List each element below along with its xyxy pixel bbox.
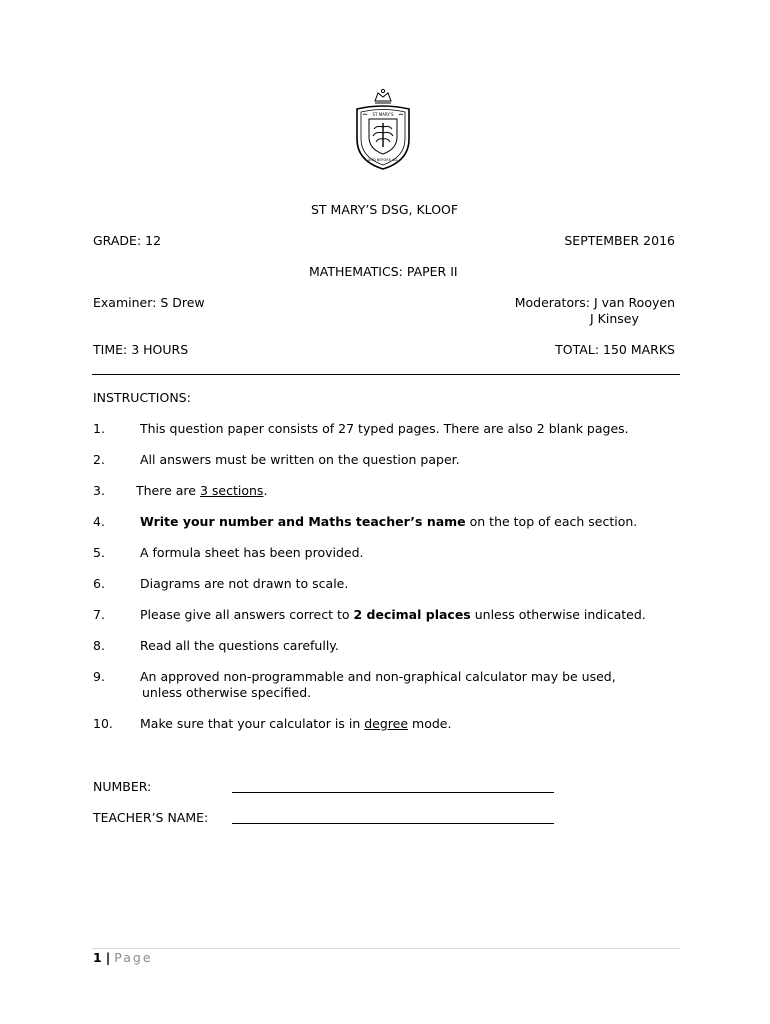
instruction-text-part: There are: [136, 483, 200, 498]
instruction-number: 7.: [93, 607, 105, 622]
teacher-name-label: TEACHER’S NAME:: [93, 810, 209, 825]
number-fill-line[interactable]: [232, 792, 554, 793]
instruction-text: An approved non-programmable and non-graphical calculator may be used,: [140, 669, 616, 684]
examiner: Examiner: S Drew: [93, 295, 205, 310]
moderators-line-2: J Kinsey: [590, 311, 639, 326]
instruction-number: 6.: [93, 576, 105, 591]
instruction-underlined: 3 sections: [199, 483, 264, 498]
instruction-text: A formula sheet has been provided.: [140, 545, 364, 560]
page-number: 1: [93, 950, 102, 965]
footer-divider: [92, 948, 680, 949]
instruction-number: 1.: [93, 421, 105, 436]
teacher-name-fill-line[interactable]: [232, 823, 554, 824]
instruction-text: Read all the questions carefully.: [140, 638, 339, 653]
exam-date: SEPTEMBER 2016: [564, 233, 675, 248]
instruction-number: 8.: [93, 638, 105, 653]
header-divider: [92, 374, 680, 375]
school-crest-logo: [349, 87, 417, 173]
instruction-text-continued: unless otherwise specified.: [142, 685, 312, 700]
crest-motto-top: ST MARY'S: [372, 112, 394, 117]
school-name: ST MARY’S DSG, KLOOF: [311, 202, 459, 217]
instructions-heading: INSTRUCTIONS:: [93, 390, 191, 405]
instruction-underlined: degree: [364, 716, 409, 731]
instruction-text-part: on the top of each section.: [465, 514, 638, 529]
instruction-text-part: Please give all answers correct to: [140, 607, 354, 622]
number-label: NUMBER:: [93, 779, 152, 794]
instruction-text: [140, 716, 451, 731]
instruction-number: 3.: [93, 483, 105, 498]
crest-motto-bottom: GOD BEFORE ALL: [367, 158, 399, 162]
instruction-text: All answers must be written on the question paper.: [140, 452, 460, 467]
page-footer: [93, 950, 153, 965]
instruction-number: 2.: [93, 452, 105, 467]
instruction-text: [136, 483, 267, 498]
instruction-text: [140, 514, 637, 529]
moderators-line-1: Moderators: J van Rooyen: [514, 295, 675, 310]
grade-label: GRADE: 12: [93, 233, 162, 248]
instruction-number: 5.: [93, 545, 105, 560]
instruction-bold: Write your number and Maths teacher’s name: [140, 514, 466, 529]
instruction-text: This question paper consists of 27 typed pages. There are also 2 blank pages.: [140, 421, 629, 436]
instruction-bold: 2 decimal places: [353, 607, 471, 622]
instruction-text: [140, 607, 646, 622]
instruction-text-part: Make sure that your calculator is in: [140, 716, 365, 731]
page-word: Page: [114, 950, 153, 965]
instruction-text: Diagrams are not drawn to scale.: [140, 576, 349, 591]
paper-title: MATHEMATICS: PAPER II: [309, 264, 458, 279]
page-separator: |: [105, 950, 111, 965]
instruction-text-part: mode.: [408, 716, 452, 731]
instruction-text-part: unless otherwise indicated.: [470, 607, 646, 622]
exam-time: TIME: 3 HOURS: [93, 342, 189, 357]
instruction-number: 4.: [93, 514, 105, 529]
instruction-text-part: .: [263, 483, 268, 498]
total-marks: TOTAL: 150 MARKS: [555, 342, 675, 357]
instruction-number: 9.: [93, 669, 105, 684]
instruction-number: 10.: [93, 716, 113, 731]
